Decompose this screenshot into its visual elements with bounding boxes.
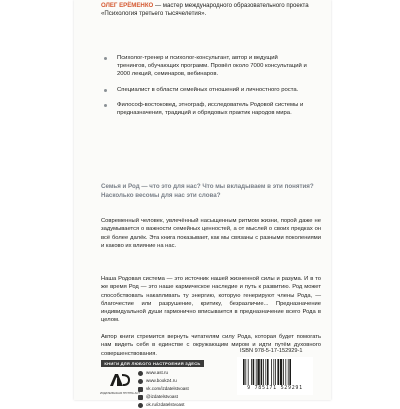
intro-question: Семья и Род — что это для нас? Что мы вкладываем в эти понятия? Насколько весомы для нас эти слова?: [101, 183, 314, 199]
author-description: — мастер международного образовательного проекта «Психология третьего тысячелетия».: [101, 2, 309, 18]
publisher-contacts: [138, 369, 228, 409]
barcode-bar: [248, 359, 249, 385]
contact-website[interactable]: [138, 369, 228, 377]
contact-text: vk.com/izdatelstvoast: [146, 386, 189, 391]
barcode-bar: [263, 359, 264, 385]
contact-vk[interactable]: [138, 385, 228, 393]
contact-text: @izdatelstvoast: [146, 394, 178, 399]
description-paragraph: Наша Родовая система — это источник нашей жизненной силы и разума. И в то же время Род — это наше кармическое наследие и путь к развитию. Род может способствовать накапливать ту энергию, которую генерируют члены Рода, — благочестие или разрушение, критику, безразличие... Предназначение индивидуальной души гармонично вписывается в предназначение всего Рода в целом.: [101, 276, 321, 324]
barcode-bar: [280, 359, 282, 385]
globe-icon: [138, 371, 143, 376]
description-paragraph: Современный человек, увлечённый насыщенным ритмом жизни, порой даже не задумывается о важности семейных ценностей, а от мыслей о своих предках он всё более далёк. Эта книга показывает, как мы связаны с разными поколениями и каково их влияние на нас.: [101, 218, 321, 249]
globe-icon: [138, 379, 143, 384]
barcode-bar: [273, 359, 274, 385]
author-credentials-list: [103, 54, 308, 125]
barcode-bar: [265, 359, 266, 385]
barcode-bars: [243, 359, 307, 385]
vk-icon: [138, 387, 143, 392]
barcode-number: 9 785171 529291: [247, 385, 303, 391]
odnoklassniki-icon: [138, 403, 143, 408]
barcode-bar: [245, 359, 246, 385]
barcode-bar: [285, 359, 286, 385]
credential-item: Специалист в области семейных отношений и личностного роста.: [103, 86, 308, 94]
description-paragraph: Автор книги стремится вернуть читателям силу Рода, которая будет помогать нам видеть себя в единстве с окружающим миром и идти путём духовного совершенствования.: [101, 334, 321, 357]
contact-text: www.book24.ru: [146, 378, 177, 383]
barcode-bar: [283, 359, 284, 385]
barcode-bar: [261, 359, 263, 385]
barcode-bar: [277, 359, 279, 385]
isbn-label: ISBN 978-5-17-152929-1: [240, 348, 303, 354]
ast-logo-icon: [108, 372, 130, 388]
barcode-bar: [253, 359, 255, 385]
barcode-bar: [267, 359, 269, 385]
credential-item: Психолог-тренер и психолог-консультант, автор и ведущий тренингов, обучающих программ. Провёл около 7000 консультаций и 2000 лекций, семинаров, вебинаров.: [103, 54, 308, 78]
barcode-bar: [288, 359, 289, 385]
publisher-label: ИЗДАТЕЛЬСКАЯ ГРУППА АСТ: [100, 391, 140, 395]
barcode: [237, 357, 313, 395]
instagram-icon: [138, 395, 143, 400]
contact-text: www.ast.ru: [146, 370, 169, 375]
book-back-cover: [74, 0, 331, 407]
barcode-bar: [275, 359, 276, 385]
author-block: [101, 2, 316, 19]
contact-text: ok.ru/izdatelstvoast: [146, 402, 185, 407]
barcode-bar: [243, 359, 245, 385]
barcode-bar: [257, 359, 259, 385]
barcode-bar: [271, 359, 272, 385]
author-name: ОЛЕГ ЕРЁМЕНКО: [101, 2, 154, 9]
barcode-bar: [251, 359, 252, 385]
credential-item: Философ-востоковед, этнограф, исследователь Родовой системы и предназначения, традиций и обрядовых практик народов мира.: [103, 101, 308, 117]
contact-odnoklassniki[interactable]: [138, 401, 228, 409]
slogan-bar: КНИГИ ДЛЯ ЛЮБОГО НАСТРОЕНИЯ ЗДЕСЬ: [101, 360, 204, 367]
contact-website[interactable]: [138, 377, 228, 385]
barcode-bar: [256, 359, 257, 385]
barcode-bar: [289, 359, 291, 385]
